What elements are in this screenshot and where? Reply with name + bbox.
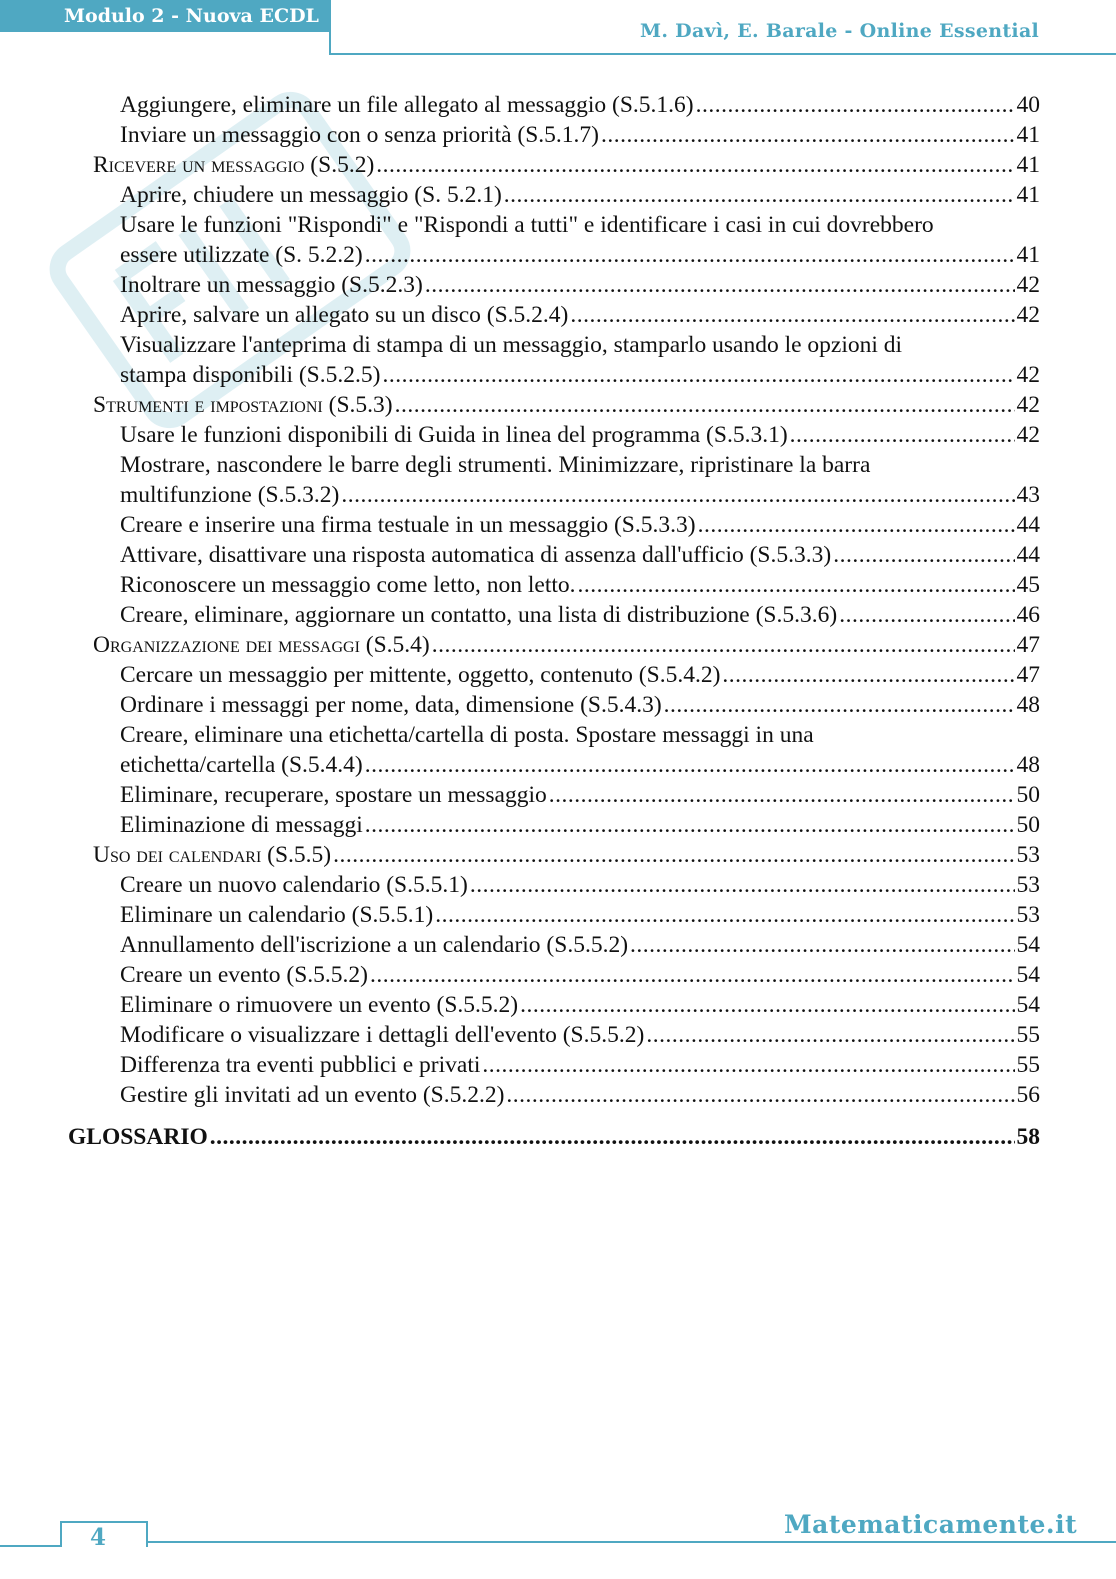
- toc-entry-text: Differenza tra eventi pubblici e privati: [120, 1052, 481, 1078]
- toc-section-text: Uso dei calendari (S.5.5): [93, 842, 332, 868]
- toc-page-number: 56: [1016, 1082, 1040, 1108]
- toc-page-number: 42: [1016, 362, 1040, 388]
- toc-leader-dots: [210, 1122, 1015, 1152]
- toc-page-number: 47: [1016, 632, 1040, 658]
- toc-chapter-text: GLOSSARIO: [68, 1124, 208, 1150]
- toc-leader-dots: [839, 600, 1014, 630]
- toc-entry-text-line[interactable]: Mostrare, nascondere le barre degli strumenti. Minimizzare, ripristinare la barra: [120, 452, 871, 478]
- toc-entry[interactable]: [120, 780, 1040, 810]
- toc-page-number: 41: [1016, 242, 1040, 268]
- toc-leader-dots: [365, 810, 1015, 840]
- toc-page-number: 54: [1016, 932, 1040, 958]
- toc-entry[interactable]: [120, 600, 1040, 630]
- toc-entry[interactable]: [120, 270, 1040, 300]
- toc-section-text: Strumenti e impostazioni (S.5.3): [93, 392, 393, 418]
- toc-leader-dots: [833, 540, 1014, 570]
- toc-entry-text: Cercare un messaggio per mittente, oggetto, contenuto (S.5.4.2): [120, 662, 721, 688]
- toc-page-number: 43: [1016, 482, 1040, 508]
- toc-entry[interactable]: [120, 90, 1040, 120]
- toc-entry-text: Aprire, chiudere un messaggio (S. 5.2.1): [120, 182, 502, 208]
- toc-entry-text: Creare un evento (S.5.5.2): [120, 962, 368, 988]
- toc-page-number: 53: [1016, 902, 1040, 928]
- toc-section-entry[interactable]: [93, 390, 1040, 420]
- toc-section-text: Ricevere un messaggio (S.5.2): [93, 152, 375, 178]
- toc-page-number: 55: [1016, 1022, 1040, 1048]
- toc-leader-dots: [504, 180, 1015, 210]
- footer-divider-left: [0, 1545, 62, 1547]
- toc-page-number: 42: [1016, 302, 1040, 328]
- toc-entry-text: multifunzione (S.5.3.2): [120, 482, 340, 508]
- toc-leader-dots: [370, 960, 1015, 990]
- toc-leader-dots: [630, 930, 1014, 960]
- header-divider-horizontal: [329, 53, 1116, 55]
- toc-entry[interactable]: [120, 900, 1040, 930]
- toc-page-number: 47: [1016, 662, 1040, 688]
- toc-entry-text: Gestire gli invitati ad un evento (S.5.2.2): [120, 1082, 505, 1108]
- toc-leader-dots: [506, 1080, 1014, 1110]
- toc-entry-text: stampa disponibili (S.5.2.5): [120, 362, 381, 388]
- toc-section-entry[interactable]: [93, 630, 1040, 660]
- toc-page-number: 42: [1016, 272, 1040, 298]
- toc-entry-text: Modificare o visualizzare i dettagli dell'evento (S.5.5.2): [120, 1022, 645, 1048]
- toc-page-number: 40: [1016, 92, 1040, 118]
- toc-entry[interactable]: [120, 660, 1040, 690]
- toc-entry-text: Usare le funzioni disponibili di Guida in linea del programma (S.5.3.1): [120, 422, 788, 448]
- toc-page-number: 58: [1016, 1124, 1040, 1150]
- toc-entry-text: Attivare, disattivare una risposta automatica di assenza dall'ufficio (S.5.3.3): [120, 542, 832, 568]
- toc-page-number: 42: [1016, 422, 1040, 448]
- toc-leader-dots: [482, 1050, 1014, 1080]
- toc-entry-text: Creare, eliminare, aggiornare un contatto, una lista di distribuzione (S.5.3.6): [120, 602, 838, 628]
- toc-leader-dots: [425, 270, 1015, 300]
- toc-page-number: 54: [1016, 962, 1040, 988]
- footer-site-name: Matematicamente.it: [784, 1510, 1078, 1539]
- toc-leader-dots: [520, 990, 1014, 1020]
- toc-entry[interactable]: [120, 360, 1040, 390]
- toc-page-number: 53: [1016, 872, 1040, 898]
- toc-entry[interactable]: [120, 810, 1040, 840]
- toc-entry-text: Creare un nuovo calendario (S.5.5.1): [120, 872, 468, 898]
- toc-section-entry[interactable]: [93, 150, 1040, 180]
- toc-entry-text: Aprire, salvare un allegato su un disco (S.5.2.4): [120, 302, 569, 328]
- toc-entry[interactable]: [120, 540, 1040, 570]
- toc-entry[interactable]: [120, 930, 1040, 960]
- toc-leader-dots: [570, 300, 1014, 330]
- toc-entry[interactable]: [120, 960, 1040, 990]
- toc-entry[interactable]: [120, 120, 1040, 150]
- toc-entry[interactable]: [120, 300, 1040, 330]
- toc-page-number: 44: [1016, 542, 1040, 568]
- footer-page-number: 4: [90, 1524, 107, 1551]
- toc-page-number: 46: [1016, 602, 1040, 628]
- toc-page-number: 42: [1016, 392, 1040, 418]
- toc-leader-dots: [646, 1020, 1014, 1050]
- toc-page-number: 54: [1016, 992, 1040, 1018]
- toc-page-number: 41: [1016, 152, 1040, 178]
- footer-divider-right: [146, 1541, 1116, 1543]
- toc-entry[interactable]: [120, 570, 1040, 600]
- toc-entry[interactable]: [120, 510, 1040, 540]
- toc-leader-dots: [790, 420, 1015, 450]
- toc-leader-dots: [601, 120, 1014, 150]
- toc-entry-text-line[interactable]: Visualizzare l'anteprima di stampa di un messaggio, stamparlo usando le opzioni di: [120, 332, 903, 358]
- toc-leader-dots: [578, 570, 1015, 600]
- toc-chapter-entry[interactable]: [68, 1122, 1040, 1152]
- toc-leader-dots: [376, 150, 1014, 180]
- toc-entry-text: essere utilizzate (S. 5.2.2): [120, 242, 363, 268]
- toc-entry-text: Inoltrare un messaggio (S.5.2.3): [120, 272, 423, 298]
- toc-page-number: 50: [1016, 782, 1040, 808]
- toc-page-number: 41: [1016, 182, 1040, 208]
- toc-leader-dots: [470, 870, 1015, 900]
- toc-section-text: Organizzazione dei messaggi (S.5.4): [93, 632, 430, 658]
- toc-page-number: 45: [1016, 572, 1040, 598]
- toc-leader-dots: [664, 690, 1015, 720]
- toc-entry[interactable]: [120, 990, 1040, 1020]
- toc-leader-dots: [395, 390, 1015, 420]
- toc-entry[interactable]: [120, 180, 1040, 210]
- toc-leader-dots: [549, 780, 1015, 810]
- toc-entry[interactable]: [120, 1050, 1040, 1080]
- toc-entry-text-line[interactable]: Usare le funzioni "Rispondi" e "Rispondi a tutti" e identificare i casi in cui dovrebbero: [120, 212, 934, 238]
- toc-entry-text-line[interactable]: Creare, eliminare una etichetta/cartella di posta. Spostare messaggi in una: [120, 722, 814, 748]
- toc-entry-text: Eliminare, recuperare, spostare un messaggio: [120, 782, 547, 808]
- toc-entry[interactable]: [120, 870, 1040, 900]
- module-header-tab: Modulo 2 - Nuova ECDL: [0, 0, 329, 32]
- toc-entry-text: Ordinare i messaggi per nome, data, dimensione (S.5.4.3): [120, 692, 662, 718]
- toc-entry-text: Riconoscere un messaggio come letto, non letto.: [120, 572, 576, 598]
- toc-entry-text: etichetta/cartella (S.5.4.4): [120, 752, 363, 778]
- toc-leader-dots: [341, 480, 1014, 510]
- toc-entry-text: Eliminare un calendario (S.5.5.1): [120, 902, 434, 928]
- toc-entry-text: Inviare un messaggio con o senza priorità (S.5.1.7): [120, 122, 600, 148]
- toc-entry[interactable]: [120, 240, 1040, 270]
- toc-page-number: 50: [1016, 812, 1040, 838]
- toc-leader-dots: [333, 840, 1014, 870]
- toc-page-number: 48: [1016, 692, 1040, 718]
- toc-entry[interactable]: [120, 1020, 1040, 1050]
- toc-entry-text: Creare e inserire una firma testuale in un messaggio (S.5.3.3): [120, 512, 696, 538]
- toc-entry[interactable]: [120, 690, 1040, 720]
- toc-entry-text: Aggiungere, eliminare un file allegato al messaggio (S.5.1.6): [120, 92, 694, 118]
- toc-leader-dots: [365, 240, 1015, 270]
- header-authors: M. Davì, E. Barale - Online Essential: [640, 20, 1040, 42]
- toc-entry[interactable]: [120, 1080, 1040, 1110]
- toc-page-number: 55: [1016, 1052, 1040, 1078]
- toc-entry[interactable]: [120, 420, 1040, 450]
- toc-leader-dots: [435, 900, 1014, 930]
- toc-leader-dots: [432, 630, 1015, 660]
- toc-page-number: 41: [1016, 122, 1040, 148]
- toc-leader-dots: [696, 90, 1015, 120]
- toc-entry-text: Eliminare o rimuovere un evento (S.5.5.2): [120, 992, 519, 1018]
- toc-page-number: 53: [1016, 842, 1040, 868]
- toc-entry[interactable]: [120, 480, 1040, 510]
- toc-entry-text: Eliminazione di messaggi: [120, 812, 363, 838]
- toc-leader-dots: [722, 660, 1014, 690]
- toc-entry-text: Annullamento dell'iscrizione a un calendario (S.5.5.2): [120, 932, 629, 958]
- toc-page-number: 48: [1016, 752, 1040, 778]
- toc-section-entry[interactable]: [93, 840, 1040, 870]
- toc-page-number: 44: [1016, 512, 1040, 538]
- toc-leader-dots: [382, 360, 1014, 390]
- toc-leader-dots: [365, 750, 1015, 780]
- toc-entry[interactable]: [120, 750, 1040, 780]
- toc-leader-dots: [698, 510, 1015, 540]
